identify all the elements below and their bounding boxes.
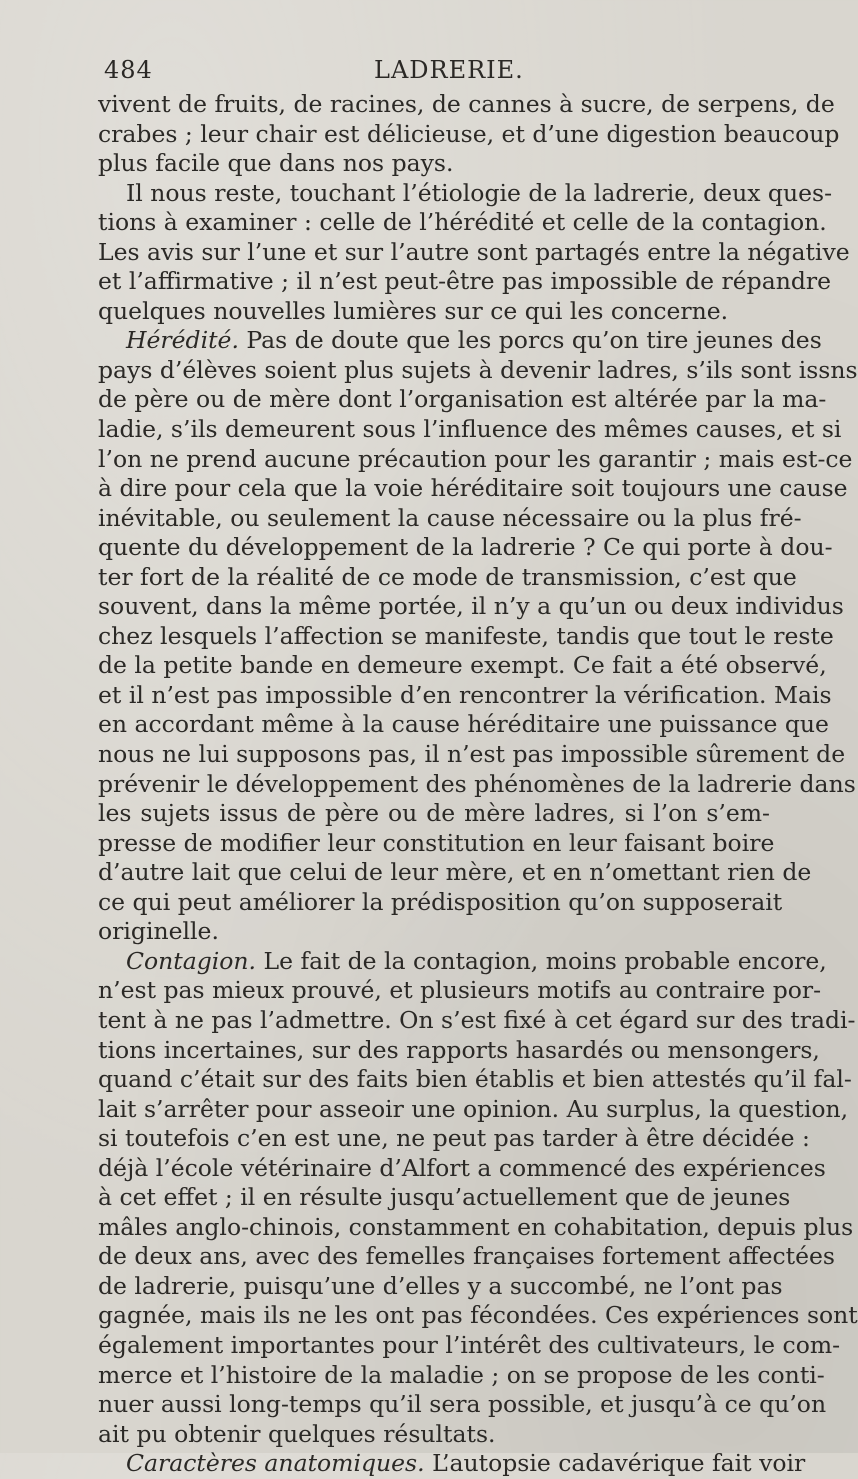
page-number: 484 (104, 56, 153, 84)
text-line: tent à ne pas l’admettre. On s’est fixé à cet égard sur des tradi- (98, 1005, 856, 1034)
text-line: de la petite bande en demeure exempt. Ce fait a été observé, (98, 651, 827, 680)
text-line: quente du développement de la ladrerie ? Ce qui porte à dou- (98, 533, 833, 562)
section-heading-line: Caractères anatomiques. L’autopsie cadavérique fait voir (126, 1449, 806, 1478)
text-line: originelle. (98, 917, 219, 946)
text-line: et il n’est pas impossible d’en rencontrer la vérification. Mais (98, 680, 832, 709)
text-line: à dire pour cela que la voie héréditaire soit toujours une cause (98, 474, 848, 503)
text-line: déjà l’école vétérinaire d’Alfort a commencé des expériences (98, 1153, 826, 1182)
text-line: plus facile que dans nos pays. (98, 149, 454, 178)
text-line: nous ne lui supposons pas, il n’est pas impossible sûrement de (98, 740, 846, 769)
text-line: merce et l’histoire de la maladie ; on se propose de les conti- (98, 1360, 825, 1389)
text-line: crabes ; leur chair est délicieuse, et d’une digestion beaucoup (98, 119, 840, 148)
section-heading: Hérédité. (126, 326, 239, 355)
text-line: de deux ans, avec des femelles françaises fortement affectées (98, 1242, 835, 1271)
text-line: d’autre lait que celui de leur mère, et en n’omettant rien de (98, 858, 812, 887)
text-line: vivent de fruits, de racines, de cannes à sucre, de serpens, de (98, 90, 835, 118)
text-line: tions incertaines, sur des rapports hasardés ou mensongers, (98, 1035, 820, 1064)
section-heading: Contagion. (126, 946, 257, 975)
text-line: ladie, s’ils demeurent sous l’influence des mêmes causes, et si (98, 415, 842, 444)
text-line: nuer aussi long-temps qu’il sera possible, et jusqu’à ce qu’on (98, 1390, 827, 1419)
text-line: à cet effet ; il en résulte jusqu’actuellement que de jeunes (98, 1183, 791, 1212)
section-heading-line: Contagion. Le fait de la contagion, moins probable encore, (126, 946, 827, 975)
text-line: et l’affirmative ; il n’est peut-être pas impossible de répandre (98, 267, 832, 296)
running-head (104, 56, 754, 86)
text-line: en accordant même à la cause héréditaire une puissance que (98, 710, 829, 739)
text-line: ait pu obtenir quelques résultats. (98, 1419, 496, 1448)
running-title: LADRERIE. (374, 56, 524, 84)
body-text (98, 90, 858, 1479)
text-line: Les avis sur l’une et sur l’autre sont partagés entre la négative (98, 237, 850, 266)
text-line: souvent, dans la même portée, il n’y a qu’un ou deux individus (98, 592, 844, 621)
text-line: prévenir le développement des phénomènes de la ladrerie dans (98, 769, 856, 798)
text-line: inévitable, ou seulement la cause nécessaire ou la plus fré- (98, 503, 802, 532)
text-line: Il nous reste, touchant l’étiologie de la ladrerie, deux ques- (126, 178, 833, 207)
section-heading-line: Hérédité. Pas de doute que les porcs qu’on tire jeunes des (126, 326, 822, 355)
text-line: mâles anglo-chinois, constamment en cohabitation, depuis plus (98, 1212, 854, 1241)
text-line: de père ou de mère dont l’organisation est altérée par la ma- (98, 385, 827, 414)
text-line: quand c’était sur des faits bien établis et bien attestés qu’il fal- (98, 1065, 852, 1094)
text-line: également importantes pour l’intérêt des cultivateurs, le com- (98, 1330, 841, 1359)
text-line: presse de modifier leur constitution en leur faisant boire (98, 828, 775, 857)
text-line: les sujets issus de père ou de mère ladres, si l’on s’em- (98, 799, 770, 828)
text-line: pays d’élèves soient plus sujets à devenir ladres, s’ils sont issns (98, 355, 858, 384)
text-line: n’est pas mieux prouvé, et plusieurs motifs au contraire por- (98, 976, 822, 1005)
section-heading: Caractères anatomiques. (126, 1449, 425, 1478)
text-line: tions à examiner : celle de l’hérédité et celle de la contagion. (98, 208, 827, 237)
text-line: ter fort de la réalité de ce mode de transmission, c’est que (98, 562, 797, 591)
text-line: chez lesquels l’affection se manifeste, tandis que tout le reste (98, 621, 834, 650)
text-line: gagnée, mais ils ne les ont pas fécondées. Ces expériences sont (98, 1301, 858, 1330)
text-line: quelques nouvelles lumières sur ce qui les concerne. (98, 296, 729, 325)
text-line: de ladrerie, puisqu’une d’elles y a succombé, ne l’ont pas (98, 1271, 783, 1300)
text-line: lait s’arrêter pour asseoir une opinion. Au surplus, la question, (98, 1094, 849, 1123)
text-line: ce qui peut améliorer la prédisposition qu’on supposerait (98, 887, 783, 916)
text-line: l’on ne prend aucune précaution pour les garantir ; mais est-ce (98, 444, 853, 473)
text-line: si toutefois c’en est une, ne peut pas tarder à être décidée : (98, 1124, 810, 1153)
